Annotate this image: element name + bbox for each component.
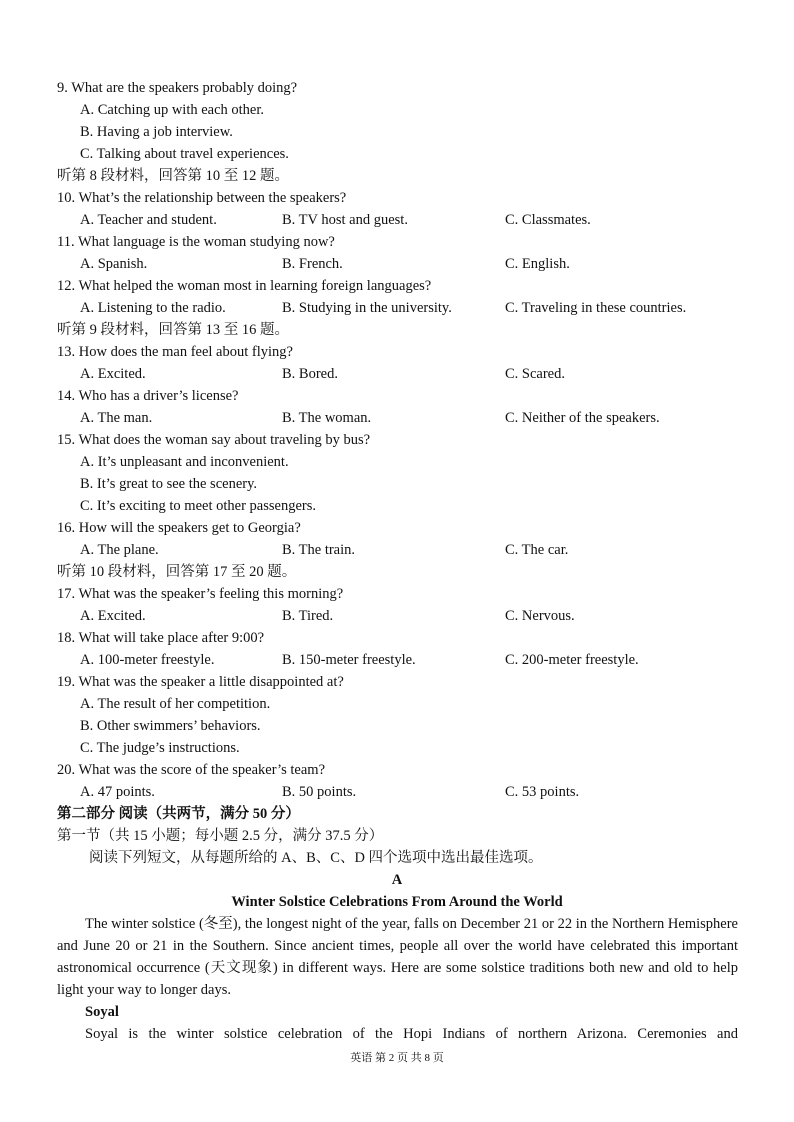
q13-option-b: B. Bored. xyxy=(282,366,338,382)
question-16: 16. How will the speakers get to Georgia? xyxy=(57,520,301,536)
q19-option-b: B. Other swimmers’ behaviors. xyxy=(80,718,261,734)
q16-option-a: A. The plane. xyxy=(80,542,159,558)
q16-option-b: B. The train. xyxy=(282,542,356,558)
q15-option-c: C. It’s exciting to meet other passengers. xyxy=(80,498,316,514)
q9-option-c: C. Talking about travel experiences. xyxy=(80,146,289,162)
question-20: 20. What was the score of the speaker’s team? xyxy=(57,762,326,778)
q15-option-a: A. It’s unpleasant and inconvenient. xyxy=(80,454,289,470)
q18-option-a: A. 100-meter freestyle. xyxy=(80,652,215,668)
q17-option-c: C. Nervous. xyxy=(505,608,575,624)
q20-option-a: A. 47 points. xyxy=(80,784,155,800)
q19-option-c: C. The judge’s instructions. xyxy=(80,740,240,756)
q20-option-c: C. 53 points. xyxy=(505,784,580,800)
q19-option-a: A. The result of her competition. xyxy=(80,696,271,712)
q14-option-c: C. Neither of the speakers. xyxy=(505,410,660,426)
q14-option-a: A. The man. xyxy=(80,410,153,426)
q10-option-a: A. Teacher and student. xyxy=(80,212,217,228)
question-9: 9. What are the speakers probably doing? xyxy=(57,80,298,96)
q17-option-a: A. Excited. xyxy=(80,608,146,624)
page-footer: 英语 第 2 页 共 8 页 xyxy=(350,1052,444,1064)
q10-option-c: C. Classmates. xyxy=(505,212,591,228)
part-2-heading: 第二部分 阅读（共两节，满分 50 分） xyxy=(57,806,300,822)
part-9-instruction: 听第 9 段材料，回答第 13 至 16 题。 xyxy=(57,322,289,338)
question-13: 13. How does the man feel about flying? xyxy=(57,344,293,360)
q13-option-a: A. Excited. xyxy=(80,366,146,382)
question-14: 14. Who has a driver’s license? xyxy=(57,388,239,404)
q12-option-b: B. Studying in the university. xyxy=(282,300,452,316)
q15-option-b: B. It’s great to see the scenery. xyxy=(80,476,258,492)
q11-option-a: A. Spanish. xyxy=(80,256,148,272)
q12-option-c: C. Traveling in these countries. xyxy=(505,300,687,316)
passage-letter: A xyxy=(391,872,403,888)
question-15: 15. What does the woman say about traveling by bus? xyxy=(57,432,371,448)
reading-instruction: 阅读下列短文，从每题所给的 A、B、C、D 四个选项中选出最佳选项。 xyxy=(89,850,543,866)
question-11: 11. What language is the woman studying now? xyxy=(57,234,335,250)
q11-option-b: B. French. xyxy=(282,256,343,272)
q18-option-b: B. 150-meter freestyle. xyxy=(282,652,416,668)
passage-title: Winter Solstice Celebrations From Around the World xyxy=(231,894,563,910)
q18-option-c: C. 200-meter freestyle. xyxy=(505,652,639,668)
passage-paragraph-2: Soyal is the winter solstice celebration of the Hopi Indians of northern Arizona. Ceremonies and xyxy=(85,1026,738,1042)
q14-option-b: B. The woman. xyxy=(282,410,372,426)
q11-option-c: C. English. xyxy=(505,256,570,272)
q12-option-a: A. Listening to the radio. xyxy=(80,300,226,316)
q9-option-b: B. Having a job interview. xyxy=(80,124,233,140)
question-17: 17. What was the speaker’s feeling this morning? xyxy=(57,586,344,602)
subheading-soyal: Soyal xyxy=(85,1004,119,1020)
part-8-instruction: 听第 8 段材料，回答第 10 至 12 题。 xyxy=(57,168,289,184)
q20-option-b: B. 50 points. xyxy=(282,784,357,800)
passage-paragraph-1: The winter solstice (冬至), the longest night of the year, falls on December 21 or 22 in the Northern Hemisphere and June 20 or 21 in the Southern. Since ancient times, people all over the world have celebrated this important astronomical occurrence (天文现象) in different ways. Here are some solstice traditions both new and old to help light your way to longer days. xyxy=(57,916,738,998)
q13-option-c: C. Scared. xyxy=(505,366,565,382)
section-1-heading: 第一节（共 15 小题；每小题 2.5 分，满分 37.5 分） xyxy=(57,828,384,844)
part-10-instruction: 听第 10 段材料，回答第 17 至 20 题。 xyxy=(57,564,297,580)
q9-option-a: A. Catching up with each other. xyxy=(80,102,265,118)
question-18: 18. What will take place after 9:00? xyxy=(57,630,265,646)
question-12: 12. What helped the woman most in learning foreign languages? xyxy=(57,278,432,294)
question-19: 19. What was the speaker a little disappointed at? xyxy=(57,674,344,690)
q16-option-c: C. The car. xyxy=(505,542,569,558)
q17-option-b: B. Tired. xyxy=(282,608,334,624)
q10-option-b: B. TV host and guest. xyxy=(282,212,408,228)
question-10: 10. What’s the relationship between the speakers? xyxy=(57,190,347,206)
